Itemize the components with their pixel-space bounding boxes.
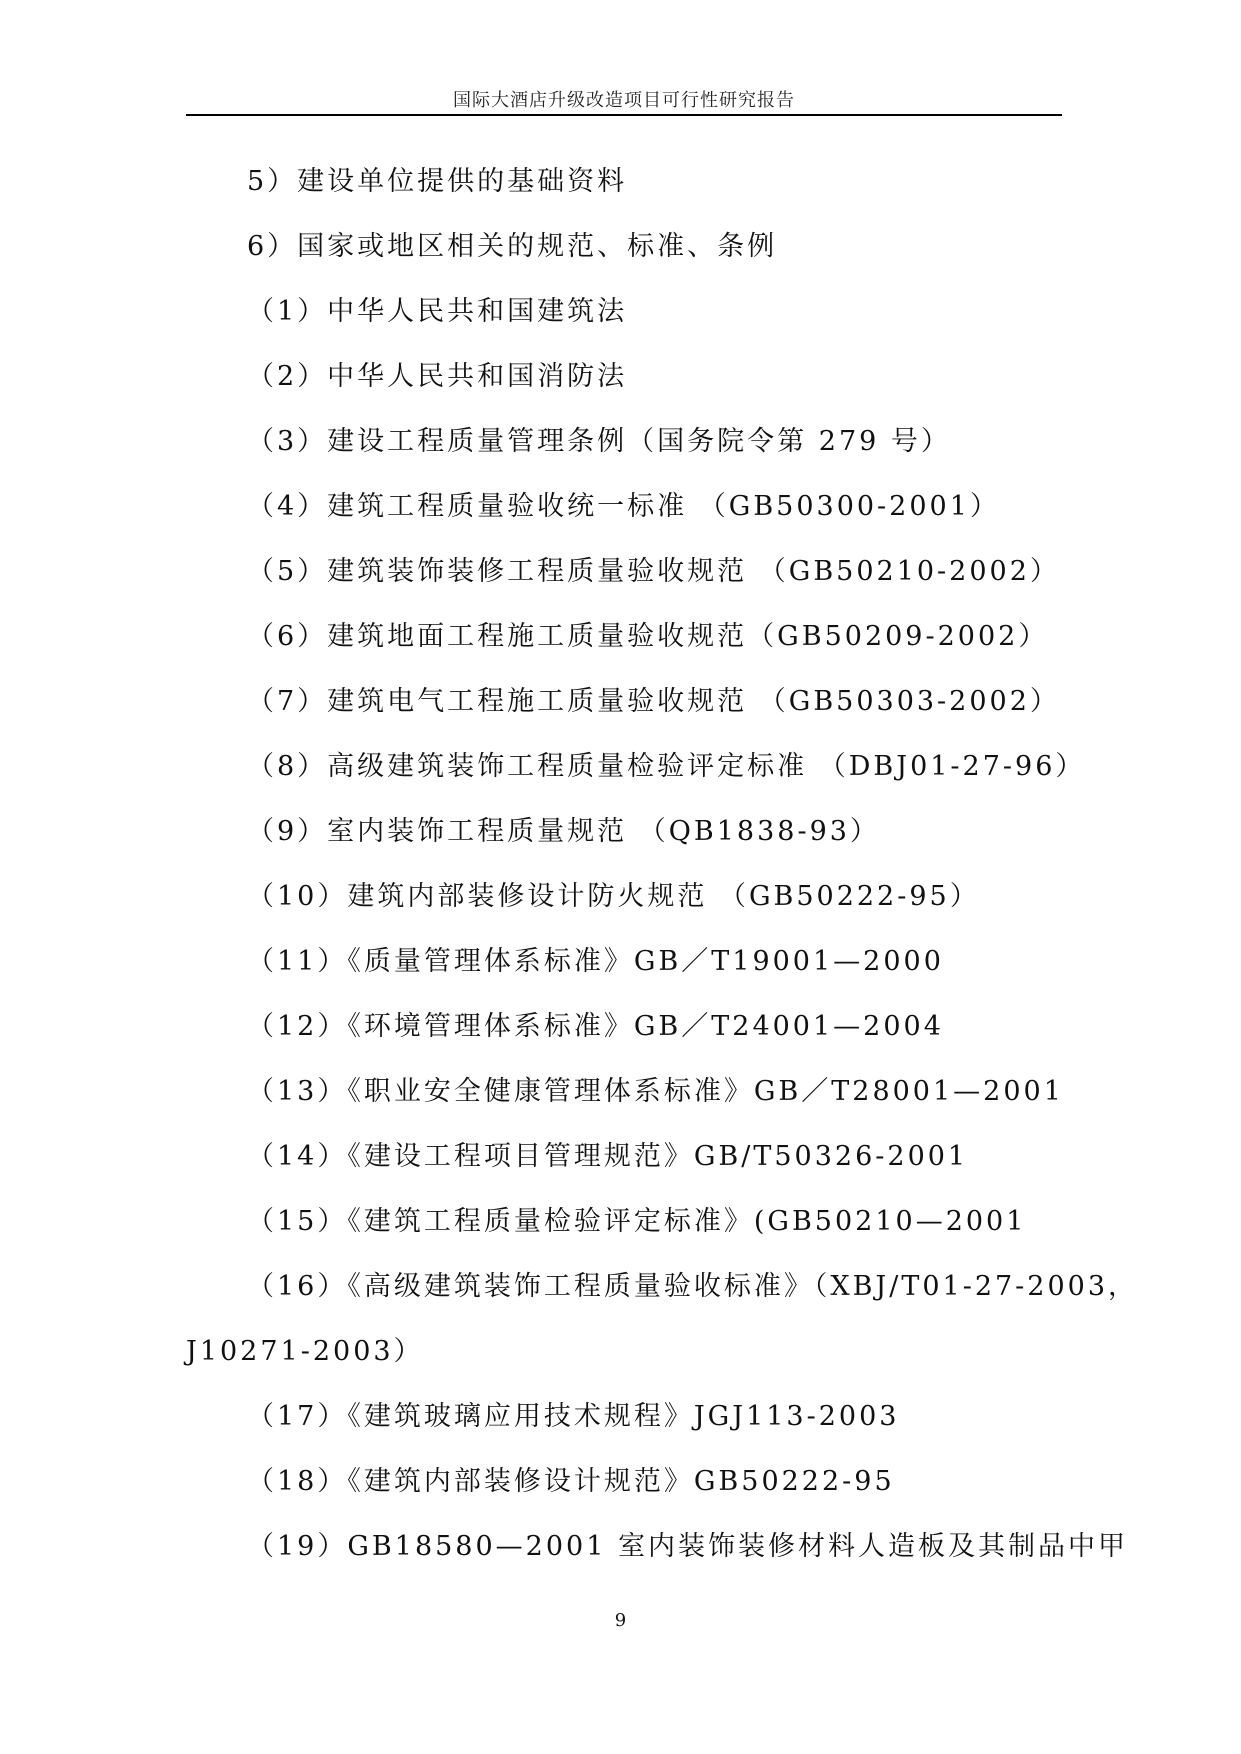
body-line-9: （7）建筑电气工程施工质量验收规范 （GB50303-2002） <box>247 686 1060 717</box>
body-line-1: 5）建设单位提供的基础资料 <box>247 166 628 197</box>
body-line-4: （2）中华人民共和国消防法 <box>247 361 628 392</box>
body-line-19: （17）《建筑玻璃应用技术规程》JGJ113-2003 <box>247 1401 900 1432</box>
body-line-3: （1）中华人民共和国建筑法 <box>247 296 628 327</box>
header-divider <box>186 114 1062 116</box>
body-line-7: （5）建筑装饰装修工程质量验收规范 （GB50210-2002） <box>247 556 1060 587</box>
running-header-title: 国际大酒店升级改造项目可行性研究报告 <box>453 90 795 111</box>
body-line-8: （6）建筑地面工程施工质量验收规范（GB50209-2002） <box>247 621 1049 652</box>
body-line-18-continuation: J10271-2003） <box>186 1336 424 1367</box>
body-line-13: （11）《质量管理体系标准》GB／T19001—2000 <box>247 946 944 977</box>
body-line-10: （8）高级建筑装饰工程质量检验评定标准 （DBJ01-27-96） <box>247 751 1086 782</box>
body-line-5: （3）建设工程质量管理条例（国务院令第 279 号） <box>247 426 951 457</box>
body-line-20: （18）《建筑内部装修设计规范》GB50222-95 <box>247 1466 895 1497</box>
body-line-21: （19）GB18580—2001 室内装饰装修材料人造板及其制品中甲 <box>247 1531 1128 1562</box>
body-line-17: （15）《建筑工程质量检验评定标准》(GB50210—2001 <box>247 1206 1027 1237</box>
page-number: 9 <box>614 1610 627 1631</box>
body-line-2: 6）国家或地区相关的规范、标准、条例 <box>247 231 778 262</box>
body-line-12: （10）建筑内部装修设计防火规范 （GB50222-95） <box>247 881 980 912</box>
body-line-11: （9）室内装饰工程质量规范 （QB1838-93） <box>247 816 880 847</box>
body-line-14: （12）《环境管理体系标准》GB／T24001—2004 <box>247 1011 944 1042</box>
body-line-16: （14）《建设工程项目管理规范》GB/T50326-2001 <box>247 1141 969 1172</box>
body-line-15: （13）《职业安全健康管理体系标准》GB／T28001—2001 <box>247 1076 1064 1107</box>
body-line-6: （4）建筑工程质量验收统一标准 （GB50300-2001） <box>247 491 1000 522</box>
body-line-18: （16）《高级建筑装饰工程质量验收标准》（XBJ/T01-27-2003， <box>247 1271 1139 1302</box>
